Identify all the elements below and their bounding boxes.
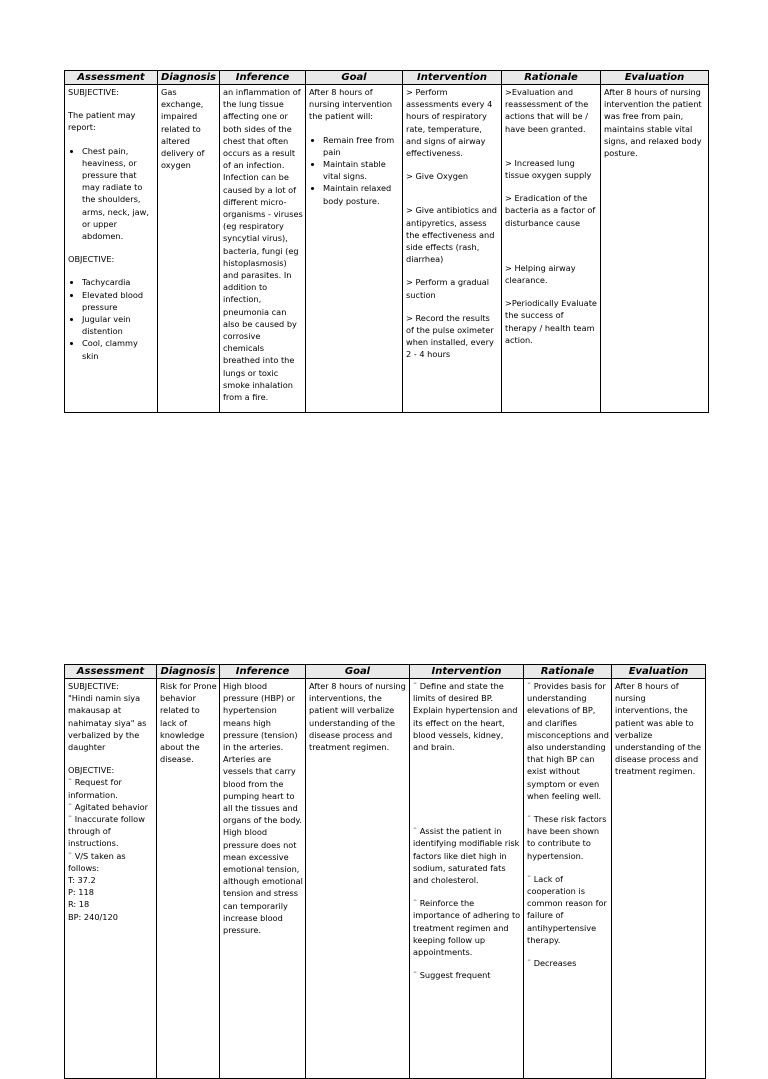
rationale-item: >Periodically Evaluate the success of therapy / health team action. (505, 298, 597, 345)
list-item: • Tachycardia (82, 276, 155, 288)
column-header-diagnosis: Diagnosis (158, 71, 220, 85)
vital-sign: P: 118 (68, 887, 94, 898)
evaluation-cell: After 8 hours of nursing intervention the patient was free from pain, maintains stable vital signs, and relaxed body posture. (601, 85, 709, 413)
table-row (65, 679, 706, 1079)
column-header-evaluation: Evaluation (601, 71, 709, 85)
assessment-cell (65, 85, 158, 413)
vital-sign: BP: 240/120 (68, 911, 118, 922)
intervention-item: ¨ Reinforce the importance of adhering to treatment regimen and keeping follow up appointments. (413, 898, 521, 958)
evaluation-cell: After 8 hours of nursing interventions, the patient was able to verbalize understanding of the disease process and treatment regimen. (612, 679, 706, 1079)
objective-list (68, 276, 155, 361)
list-item: • Jugular vein distention (82, 313, 155, 337)
rationale-item: > Eradication of the bacteria as a factor of disturbance cause (505, 193, 596, 228)
list-item: • Cool, clammy skin (82, 337, 155, 361)
diagnosis-cell: Gas exchange, impaired related to altered delivery of oxygen (158, 85, 220, 413)
list-item: • Maintain relaxed body posture. (323, 182, 400, 206)
goal-cell (306, 85, 403, 413)
intervention-cell (403, 85, 502, 413)
inference-cell: an inflammation of the lung tissue affecting one or both sides of the chest that often occurs as a result of an infection. Infection can be caused by a lot of different micro-organisms - viruses (eg respiratory syncytial virus), bacteria, fungi (eg histoplasmosis) and parasites. In addition to infection, pneumonia can also be caused by corrosive chemicals breathed into the lungs or toxic smoke inhalation from a fire. (220, 85, 306, 413)
objective-item: ¨ Inaccurate follow through of instructions. (68, 814, 145, 849)
intervention-item: ¨ Define and state the limits of desired BP. Explain hypertension and its effect on the heart, blood vessels, kidney, and brain. (413, 681, 518, 753)
intervention-item: ¨ Assist the patient in identifying modifiable risk factors like diet high in sodium, saturated fats and cholesterol. (413, 826, 520, 886)
intervention-item: > Give Oxygen (406, 171, 469, 182)
intervention-item: > Record the results of the pulse oximeter when installed, every 2 - 4 hours (406, 312, 494, 360)
rationale-item: ¨ Lack of cooperation is common reason for failure of antihypertensive therapy. (527, 873, 607, 945)
care-plan-table-hypertension (64, 664, 706, 1079)
rationale-item: > Helping airway clearance. (505, 262, 576, 286)
column-header-intervention: Intervention (403, 71, 502, 85)
table-header-row (65, 71, 709, 85)
goal-cell: After 8 hours of nursing interventions, the patient will verbalize understanding of the disease process and treatment regimen. (306, 679, 410, 1079)
vital-sign: R: 18 (68, 899, 90, 910)
intervention-cell (410, 679, 524, 1079)
column-header-inference: Inference (220, 665, 306, 679)
subjective-heading: SUBJECTIVE: (68, 87, 120, 97)
vital-sign: T: 37.2 (68, 875, 96, 886)
rationale-cell (502, 85, 601, 413)
rationale-item: ¨ Decreases (527, 958, 577, 969)
column-header-assessment: Assessment (65, 665, 157, 679)
goal-intro: After 8 hours of nursing intervention the patient will: (309, 87, 393, 122)
assessment-cell (65, 679, 157, 1079)
list-item: • Remain free from pain (323, 134, 400, 158)
rationale-cell (524, 679, 612, 1079)
subjective-list (68, 145, 155, 243)
column-header-assessment: Assessment (65, 71, 158, 85)
column-header-goal: Goal (306, 665, 410, 679)
column-header-inference: Inference (220, 71, 306, 85)
intervention-item: > Perform a gradual suction (406, 277, 490, 300)
list-item: • Chest pain, heaviness, or pressure that may radiate to the shoulders, arms, neck, jaw, or upper abdomen. (82, 145, 155, 243)
objective-item: ¨ V/S taken as follows: (68, 850, 126, 873)
rationale-item: >Evaluation and reassessment of the actions that will be / have been granted. (505, 87, 589, 134)
column-header-evaluation: Evaluation (612, 665, 706, 679)
column-header-rationale: Rationale (502, 71, 601, 85)
table-header-row (65, 665, 706, 679)
list-item: • Maintain stable vital signs. (323, 158, 400, 182)
objective-heading: OBJECTIVE: (68, 254, 115, 265)
intervention-item: ¨ Suggest frequent (413, 970, 491, 981)
table-row (65, 85, 709, 413)
subjective-intro: The patient may report: (68, 110, 136, 133)
intervention-item: > Give antibiotics and antipyretics, assess the effectiveness and side effects (rash, diarrhea) (406, 205, 497, 265)
rationale-item: ¨ Provides basis for understanding elevations of BP, and clarifies misconceptions and also understanding that high BP can exist without symptom or even when feeling well. (527, 681, 609, 801)
list-item: • Elevated blood pressure (82, 289, 155, 313)
objective-item: ¨ Agitated behavior (68, 801, 148, 812)
care-plan-table-pneumonia (64, 70, 709, 413)
column-header-diagnosis: Diagnosis (157, 665, 220, 679)
goal-list (309, 134, 400, 207)
rationale-item: ¨ These risk factors have been shown to contribute to hypertension. (527, 814, 607, 861)
inference-cell: High blood pressure (HBP) or hypertension means high pressure (tension) in the arteries. Arteries are vessels that carry blood from the pumping heart to all the tissues and organs of the body. High blood pressure does not mean excessive emotional tension, although emotional tension and stress can temporarily increase blood pressure. (220, 679, 306, 1079)
column-header-rationale: Rationale (524, 665, 612, 679)
diagnosis-cell: Risk for Prone behavior related to lack of knowledge about the disease. (157, 679, 220, 1079)
rationale-item: > Increased lung tissue oxygen supply (505, 157, 592, 181)
subjective-quote: "Hindi namin siya makausap at nahimatay siya" as verbalized by the daughter (68, 693, 147, 753)
objective-heading: OBJECTIVE: (68, 765, 115, 776)
objective-item: ¨ Request for information. (68, 777, 122, 800)
column-header-intervention: Intervention (410, 665, 524, 679)
intervention-item: > Perform assessments every 4 hours of respiratory rate, temperature, and signs of airway effectiveness. (406, 87, 493, 159)
column-header-goal: Goal (306, 71, 403, 85)
subjective-heading: SUBJECTIVE: (68, 681, 120, 691)
